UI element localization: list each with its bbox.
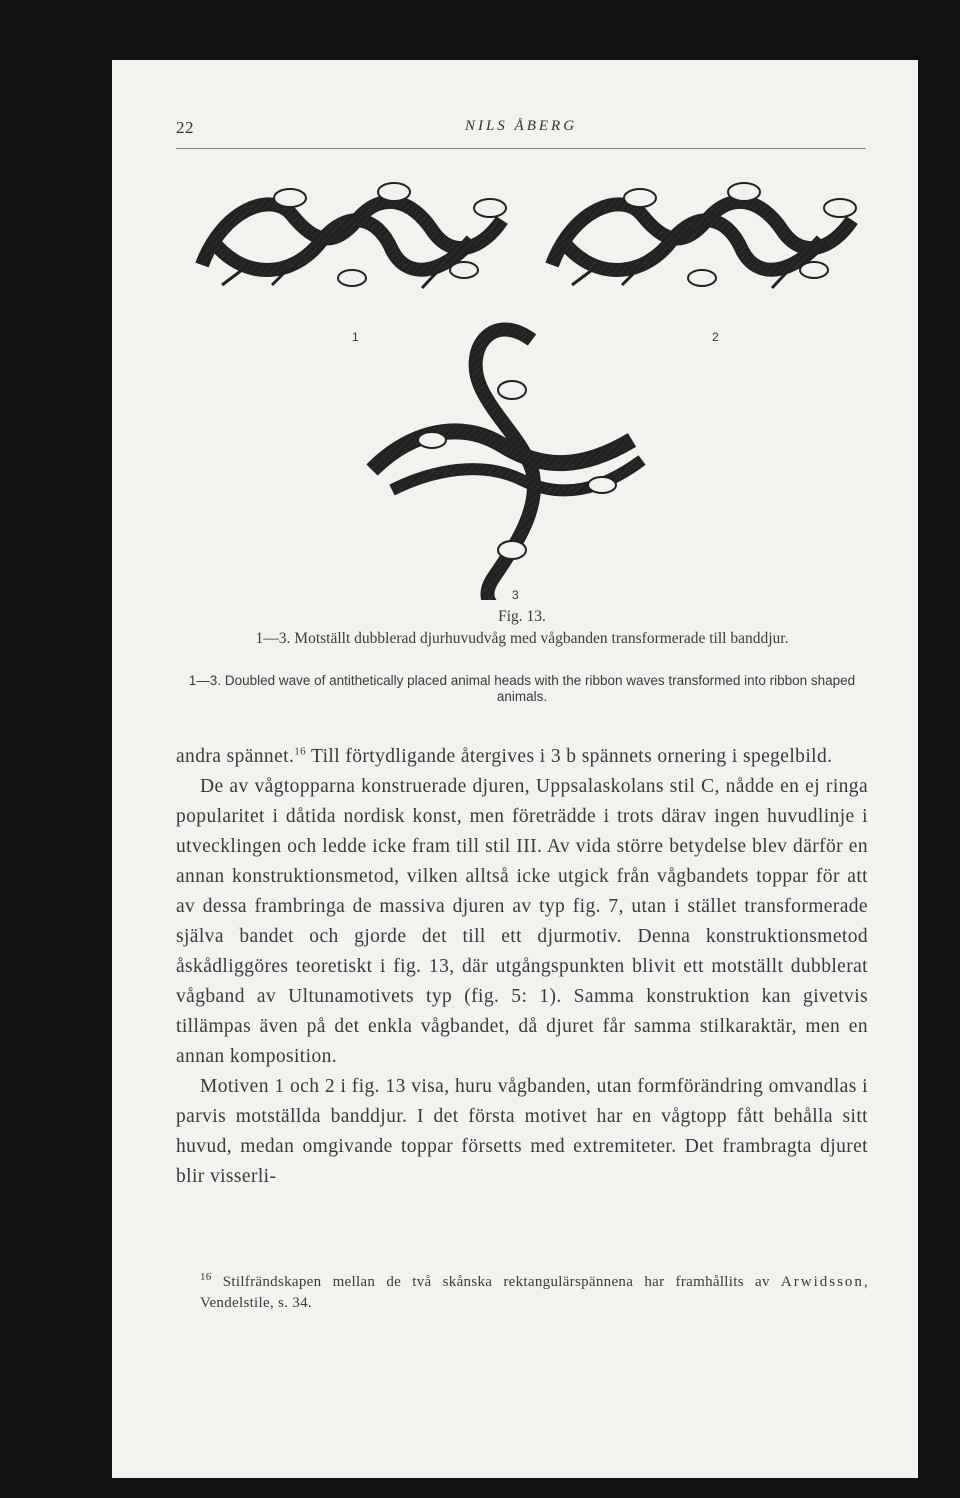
figure-label-3: 3: [512, 588, 519, 602]
paragraph-1: andra spännet.$^{16}$ Till förtydligande återgives i 3 b spännets ornering i spegelbild.: [176, 745, 833, 767]
footnote-author: Arwidsson: [780, 1274, 864, 1290]
footnote-number: 16: [200, 1271, 212, 1283]
figure-label-2: 2: [712, 330, 719, 344]
figure-label-1: 1: [352, 330, 359, 344]
footnote-ref: 16: [294, 745, 307, 758]
footnote: $^{16}$ Stilfrändskapen mellan de två skånska rektangulärspännena har framhållits av Arwidsson, Vendelstile, s. 34.: [200, 1271, 868, 1311]
figure-caption-english: 1—3. Doubled wave of antithetically placed animal heads with the ribbon waves transformed into ribbon shaped animals.: [188, 673, 856, 704]
page-number: 22: [176, 118, 194, 137]
motif-1: [202, 183, 506, 288]
motif-3: [372, 330, 642, 600]
paragraph-3: Motiven 1 och 2 i fig. 13 visa, huru vågbanden, utan formförändring omvandlas i parvis motställda banddjur. I det första motivet har en vågtopp fått behålla sitt huvud, medan omgivande toppar försetts med extremiteter. Det frambragta djuret blir visserli-: [176, 1076, 868, 1187]
body-text: [176, 742, 868, 1192]
figure-title: Fig. 13.: [498, 608, 546, 625]
paragraph-2: De av vågtopparna konstruerade djuren, Uppsalaskolans stil C, nådde en ej ringa popularitet i dåtida nordisk konst, men företrädde i trots därav ingen huvudlinje i utvecklingen och ledde icke fram till stil III. Av vida större betydelse blev därför en annan konstruktionsmetod, vilken alltså icke utgick från vågbandets toppar för att av dessa frambringa de massiva djuren av typ fig. 7, utan i stället transformerade själva bandet och gjorde det till ett djurmotiv. Denna konstruktionsmetod åskådliggöres teoretiskt i fig. 13, där utgångspunkten blivit ett motställt dubblerat vågband av Ultunamotivets typ (fig. 5: 1). Samma konstruktion kan givetvis tillämpas även på det enkla vågbandet, då djuret får samma stilkaraktär, men en annan komposition.: [176, 776, 868, 1067]
page-header: [176, 116, 866, 149]
figure-caption-swedish: 1—3. Motställt dubblerad djurhuvudvåg med vågbanden transformerade till banddjur.: [255, 630, 789, 647]
book-page: [112, 60, 918, 1478]
ribbon-animal-ornament: [182, 170, 872, 600]
figure-illustration: [182, 170, 872, 600]
motif-2: [552, 183, 856, 288]
running-title: NILS ÅBERG: [464, 118, 578, 134]
